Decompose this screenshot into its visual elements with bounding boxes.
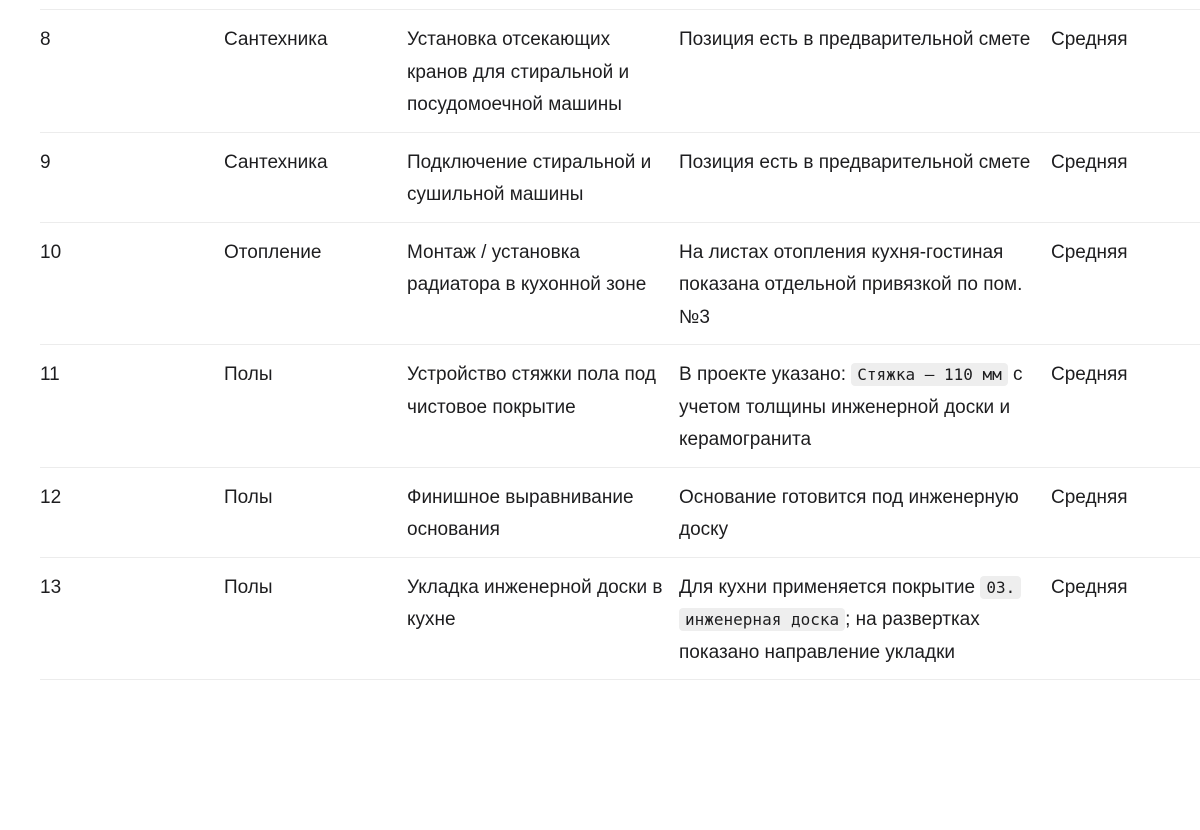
row-priority: Средняя <box>1051 364 1128 385</box>
row-priority: Средняя <box>1051 486 1128 508</box>
row-work: Устройство стяжки пола под чистовое покрытие <box>407 364 656 418</box>
note-text-after: с учетом толщины инженерной доски и керамогранита <box>679 364 1023 450</box>
note-text: Позиция есть в предварительной смете <box>679 151 1031 173</box>
table-top-divider <box>40 0 1200 10</box>
row-number: 13 <box>40 576 62 598</box>
row-note <box>679 468 1051 557</box>
row-priority: Средняя <box>1051 241 1128 263</box>
row-category: Полы <box>224 364 273 385</box>
table-row <box>40 558 1200 681</box>
row-priority: Средняя <box>1051 576 1128 598</box>
row-work: Укладка инженерной доски в кухне <box>407 576 663 630</box>
row-category: Сантехника <box>224 29 328 50</box>
table-row <box>40 345 1200 468</box>
works-table <box>40 0 1200 680</box>
note-text: Позиция есть в предварительной смете <box>679 29 1031 50</box>
row-number: 12 <box>40 486 62 508</box>
row-priority: Средняя <box>1051 151 1128 173</box>
inline-code: Стяжка — 110 мм <box>851 363 1008 386</box>
row-category: Отопление <box>224 241 322 263</box>
note-text: Для кухни применяется покрытие <box>679 576 981 598</box>
row-category: Полы <box>224 486 273 508</box>
row-note <box>679 10 1051 132</box>
row-number: 11 <box>40 364 60 385</box>
note-text-after: ; на развертках показано направление укладки <box>679 609 980 663</box>
row-work: Финишное выравнивание основания <box>407 486 634 540</box>
table-row <box>40 133 1200 223</box>
note-text: В проекте указано: <box>679 364 852 385</box>
row-work: Подключение стиральной и сушильной машины <box>407 151 652 205</box>
row-category: Сантехника <box>224 151 328 173</box>
row-work: Установка отсекающих кранов для стиральной и посудомоечной машины <box>407 29 630 115</box>
row-number: 10 <box>40 241 62 263</box>
inline-code: 03. инженерная доска <box>679 576 1021 632</box>
row-note <box>679 133 1051 222</box>
row-number: 9 <box>40 151 51 173</box>
note-text: На листах отопления кухня-гостиная показана отдельной привязкой по пом. №3 <box>679 241 1023 328</box>
row-note <box>679 558 1051 680</box>
row-note <box>679 223 1051 345</box>
table-row <box>40 10 1200 133</box>
row-note <box>679 345 1051 467</box>
row-priority: Средняя <box>1051 29 1128 50</box>
table-row <box>40 223 1200 346</box>
row-work: Монтаж / установка радиатора в кухонной зоне <box>407 241 647 295</box>
row-number: 8 <box>40 29 51 50</box>
note-text: Основание готовится под инженерную доску <box>679 486 1019 540</box>
row-category: Полы <box>224 576 273 598</box>
table-row <box>40 468 1200 558</box>
